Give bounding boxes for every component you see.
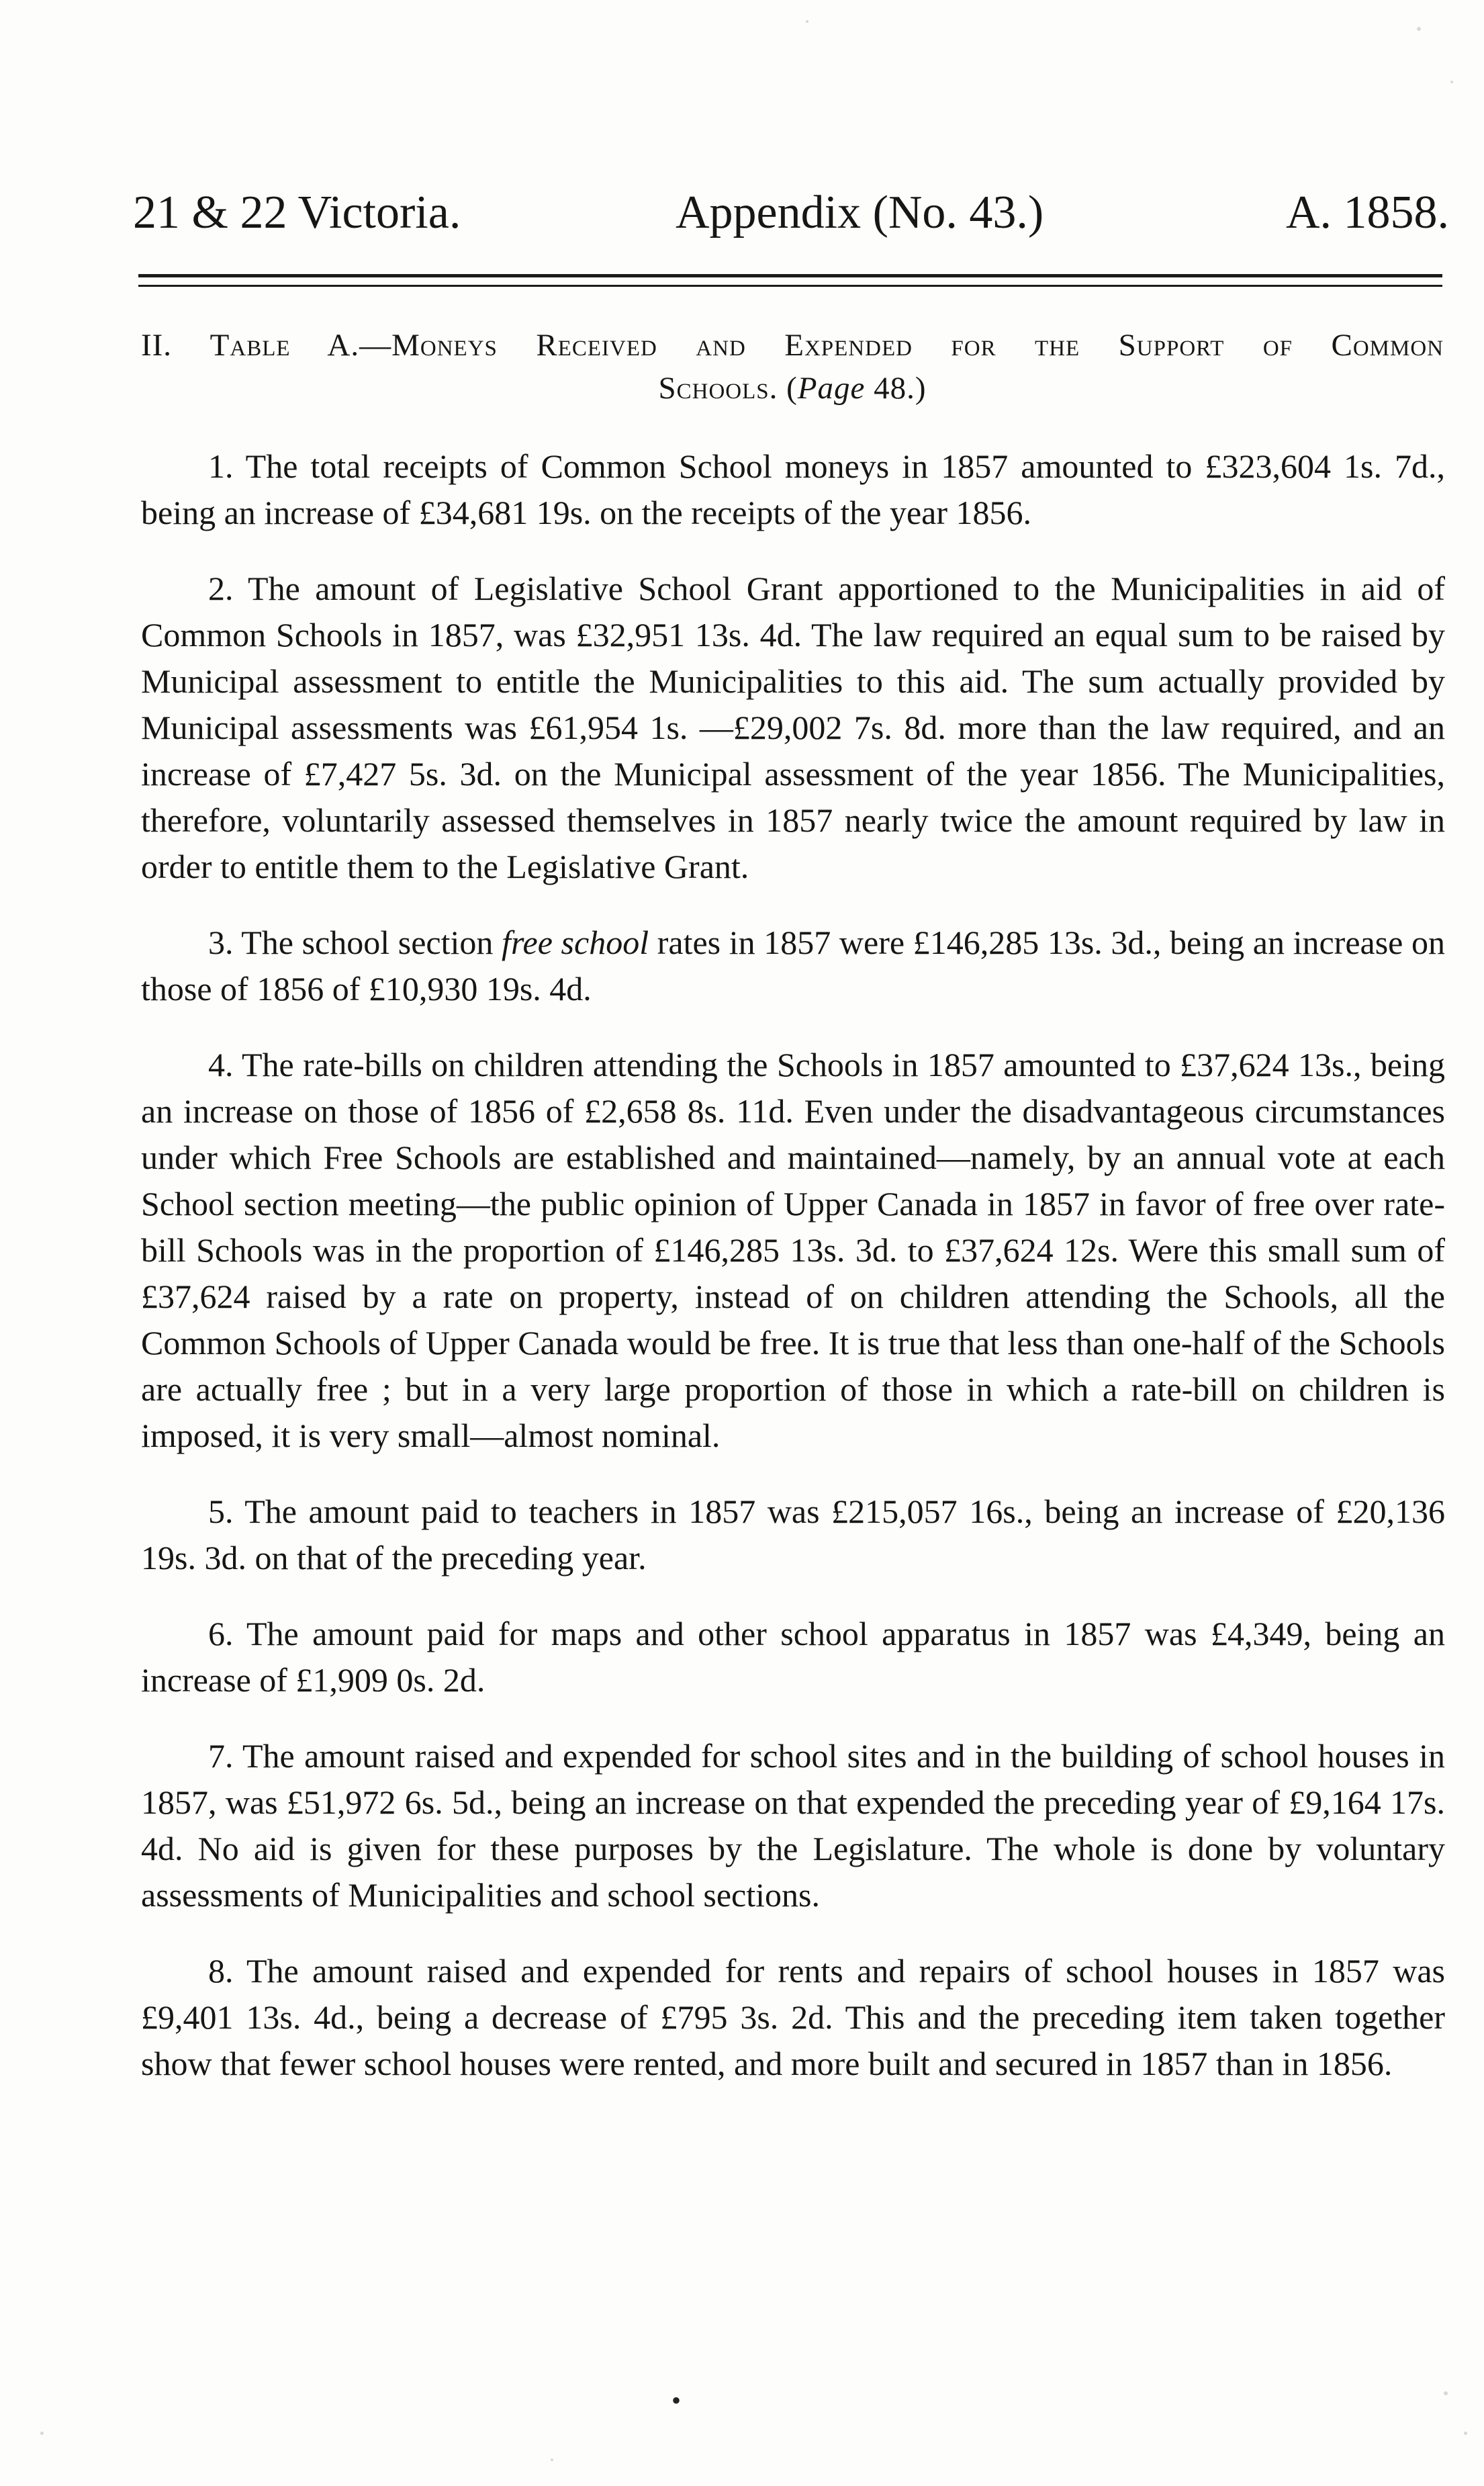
paragraph-1: 1. The total receipts of Common School moneys in 1857 amounted to £323,604 1s. 7d., being an increase of £34,681 19s. on the receipts of the year 1856. [141, 447, 1445, 531]
page-ref-number: 48.) [874, 371, 927, 406]
paragraph-5: 5. The amount paid to teachers in 1857 was £215,057 16s., being an increase of £20,136 19s. 3d. on that of the preceding year. [141, 1493, 1445, 1577]
scan-speckle [1464, 2432, 1467, 2435]
page-ref-label: Page [797, 371, 866, 406]
header-appendix: Appendix (No. 43.) [676, 187, 1044, 238]
paragraph-3-before: 3. The school section [208, 924, 502, 961]
paragraph-7: 7. The amount raised and expended for school sites and in the building of school houses in 1857, was £51,972 6s. 5d., being an increase on that expended the preceding year of £9,164 17s. 4d. No aid is given for these purposes by the Legislature. The whole is done by voluntary assessments of Municipalities and school sections. [141, 1737, 1445, 1914]
page-ref-open: ( [786, 371, 798, 406]
paragraph-4: 4. The rate-bills on children attending the Schools in 1857 amounted to £37,624 13s., being an increase on those of 1856 of £2,658 8s. 11d. Even under the disadvantageous circumstances under which Free Schools are established and maintained—namely, by an annual vote at each School section meeting—the public opinion of Upper Canada in 1857 in favor of free over rate-bill Schools was in the proportion of £146,285 13s. 3d. to £37,624 12s. Were this small sum of £37,624 raised by a rate on property, instead of on children attending the Schools, all the Common Schools of Upper Canada would be free. It is true that less than one-half of the Schools are actually free ; but in a very large proportion of those in which a rate-bill on children is imposed, it is very small—almost nominal. [141, 1046, 1445, 1454]
scan-speckle [1417, 27, 1421, 31]
body-text [141, 443, 1445, 2117]
header-rule-thick [138, 274, 1442, 277]
paragraph-3-after: rates in 1857 were £146,285 13s. 3d., being an increase on those of 1856 of £10,930 19s. 4d. [141, 924, 1446, 1008]
scan-speckle [551, 2458, 553, 2461]
header-rule-thin [138, 285, 1442, 287]
scan-speckle [806, 20, 808, 23]
paragraph-6: 6. The amount paid for maps and other school apparatus in 1857 was £4,349, being an increase of £1,909 0s. 2d. [141, 1615, 1445, 1699]
header-session: 21 & 22 Victoria. [133, 187, 461, 238]
paragraph-8: 8. The amount raised and expended for rents and repairs of school houses in 1857 was £9,401 13s. 4d., being a decrease of £795 3s. 2d. This and the preceding item taken together show that fewer school houses were rented, and more built and secured in 1857 than in 1856. [141, 1952, 1445, 2082]
scan-speckle [1450, 81, 1453, 83]
paragraph-3-italic: free school [502, 924, 649, 961]
section-title-schools: Schools. [658, 371, 778, 406]
running-header [133, 176, 1449, 250]
footer-mark: • [671, 2385, 682, 2415]
scan-speckle [1444, 2391, 1448, 2395]
section-title-line1: II. Table A.—Moneys Received and Expended for the Support of Common [141, 328, 1444, 363]
scan-speckle [40, 2432, 44, 2435]
section-title [141, 324, 1444, 410]
section-title-line2 [141, 367, 1444, 410]
paragraph-2: 2. The amount of Legislative School Grant apportioned to the Municipalities in aid of Common Schools in 1857, was £32,951 13s. 4d. The law required an equal sum to be raised by Municipal assessment to entitle the Municipalities to this aid. The sum actually provided by Municipal assessments was £61,954 1s. —£29,002 7s. 8d. more than the law required, and an increase of £7,427 5s. 3d. on the Municipal assessment of the year 1856. The Municipalities, therefore, voluntarily assessed themselves in 1857 nearly twice the amount required by law in order to entitle them to the Legislative Grant. [141, 570, 1445, 885]
header-year: A. 1858. [1285, 187, 1449, 238]
paragraph-3 [141, 920, 1445, 1012]
